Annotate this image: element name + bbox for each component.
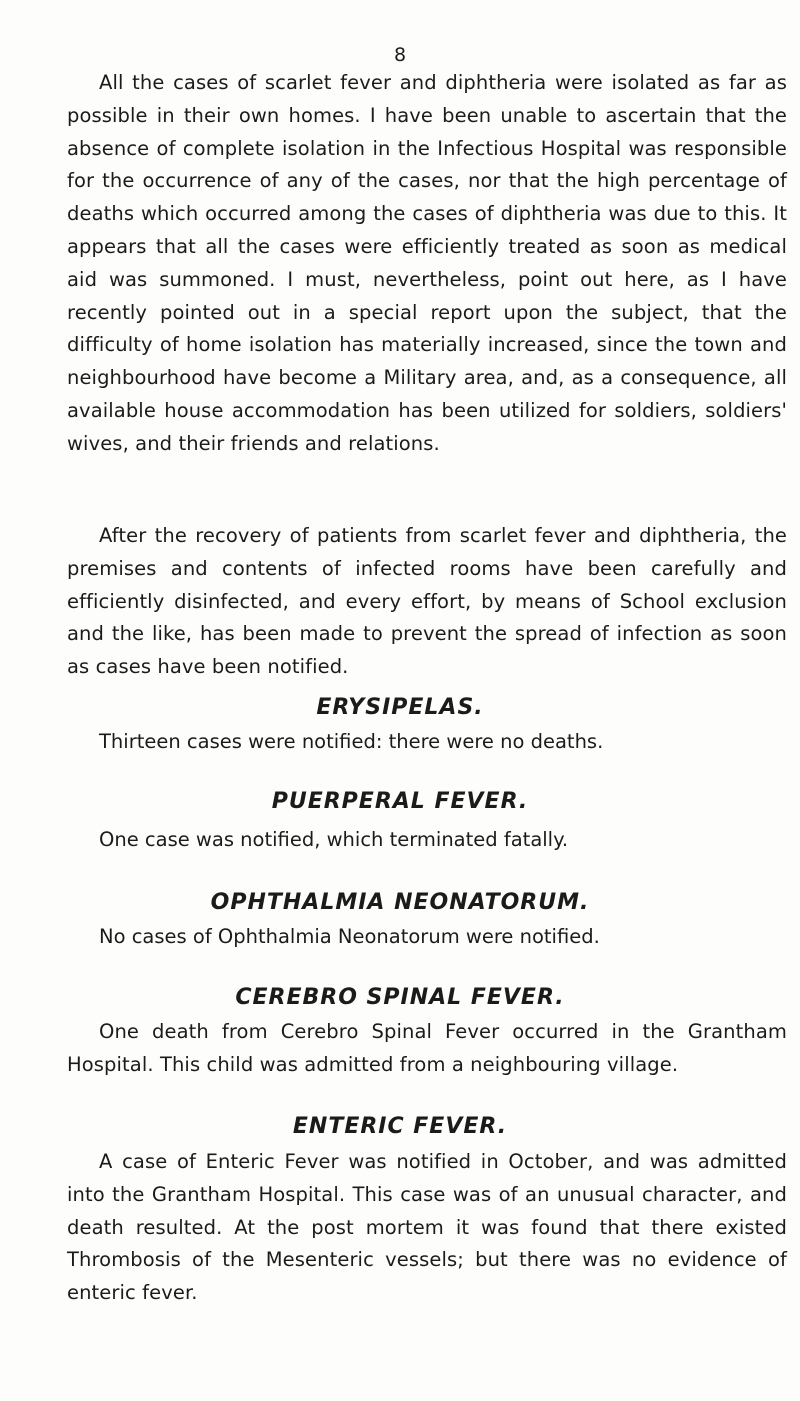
isolation-paragraph: All the cases of scarlet fever and diphtheria were isolated as far as possible in their own homes. I have been unable to ascertain that the absence of complete isolation in the Infectious Hospital was responsible for the occurrence of any of the cases, nor that the high percentage of deaths which occurred among the cases of diphtheria was due to this. It appears that all the cases were efficiently treated as soon as medical aid was summoned. I must, nevertheless, point out here, as I have recently pointed out in a special report upon the subject, that the difficulty of home isolation has materially increased, since the town and neighbourhood have become a Military area, and, as a consequence, all available house accommodation has been utilized for soldiers, soldiers' wives, and their friends and relations.: [67, 71, 787, 455]
enteric-fever-heading: ENTERIC FEVER.: [292, 1114, 508, 1139]
cerebro-spinal-fever-heading: CEREBRO SPINAL FEVER.: [235, 985, 565, 1010]
erysipelas-heading: ERYSIPELAS.: [316, 695, 484, 720]
page-number: 8: [393, 44, 407, 66]
cerebro-spinal-fever-text: One death from Cerebro Spinal Fever occurred in the Grantham Hospital. This child was admitted from a neighbouring village.: [67, 1020, 787, 1076]
enteric-fever-text: A case of Enteric Fever was notified in October, and was admitted into the Grantham Hospital. This case was of an unusual character, and death resulted. At the post mortem it was found that there existed Thrombosis of the Mesenteric vessels; but there was no evidence of enteric fever.: [67, 1150, 787, 1305]
disinfection-paragraph: After the recovery of patients from scarlet fever and diphtheria, the premises and contents of infected rooms have been carefully and efficiently disinfected, and every effort, by means of School exclusion and the like, has been made to prevent the spread of infection as soon as cases have been notified.: [67, 524, 787, 679]
ophthalmia-neonatorum-text: No cases of Ophthalmia Neonatorum were notified.: [99, 925, 600, 948]
disinfection-paragraph-block: [67, 520, 787, 684]
enteric-fever-block: [67, 1146, 787, 1310]
ophthalmia-neonatorum-heading: OPHTHALMIA NEONATORUM.: [210, 890, 590, 915]
erysipelas-text: Thirteen cases were notified: there were no deaths.: [99, 730, 604, 753]
isolation-paragraph-block: [67, 67, 787, 461]
puerperal-fever-heading: PUERPERAL FEVER.: [271, 789, 529, 814]
cerebro-spinal-fever-block: [67, 1016, 787, 1082]
puerperal-fever-text: One case was notified, which terminated fatally.: [99, 828, 569, 851]
